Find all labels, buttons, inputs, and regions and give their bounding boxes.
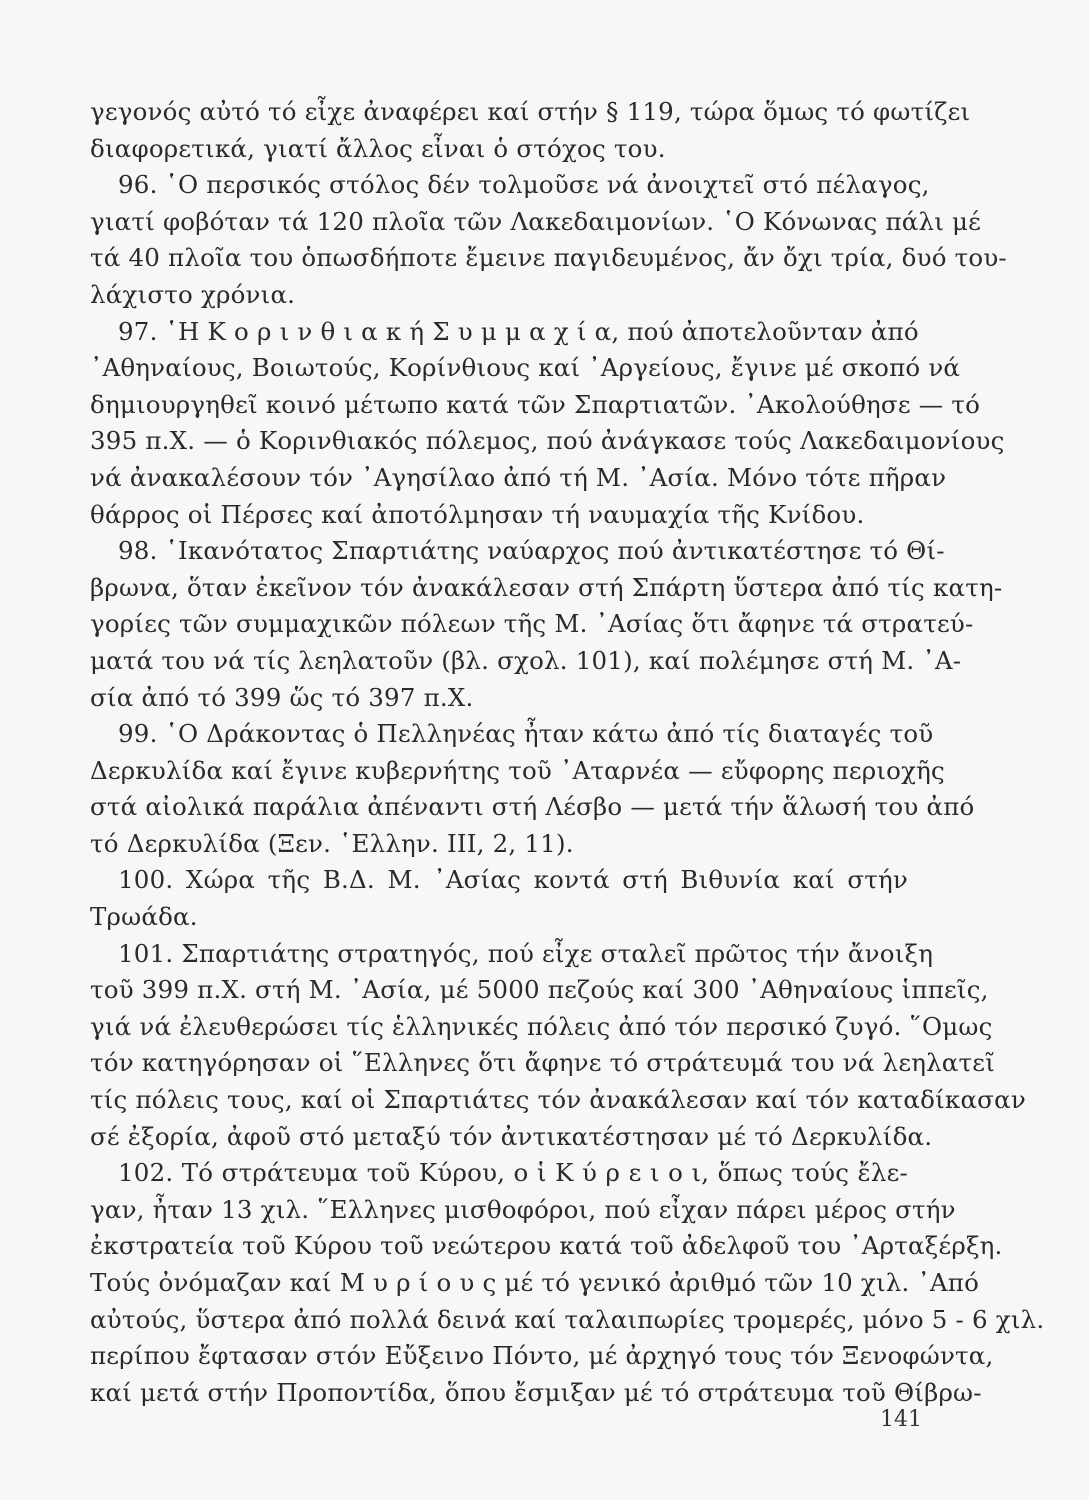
note-102-start: 102. Τό στράτευμα τοῦ Κύρου, ο ἱ Κ ύ ρ ε ι ο ι, ὅπως τούς ἔλε- [118,1158,908,1188]
text-line: ματά του νά τίς λεηλατοῦν (βλ. σχολ. 101), καί πολέμησε στή Μ. ᾿Α- [90,645,962,675]
text-line: σία ἀπό τό 399 ὥς τό 397 π.Χ. [90,682,474,712]
text-line: περίπου ἔφτασαν στόν Εὔξεινο Πόντο, μέ ἀρχηγό τους τόν Ξενοφώντα, [90,1341,994,1371]
note-101-start: 101. Σπαρτιάτης στρατηγός, πού εἶχε σταλεῖ πρῶτος τήν ἄνοιξη [118,938,934,968]
text-line: γιατί φοβόταν τά 120 πλοῖα τῶν Λακεδαιμονίων. ῾Ο Κόνωνας πάλι μέ [90,206,982,236]
text-line: τά 40 πλοῖα του ὁπωσδήποτε ἔμεινε παγιδευμένος, ἄν ὄχι τρία, δυό του- [90,243,1007,273]
text-line: δημιουργηθεῖ κοινό μέτωπο κατά τῶν Σπαρτιατῶν. ᾿Ακολούθησε — τό [90,389,981,419]
text-line: ᾿Αθηναίους, Βοιωτούς, Κορίνθιους καί ᾿Αργείους, ἔγινε μέ σκοπό νά [90,353,961,383]
text-line: γιά νά ἐλευθερώσει τίς ἑλληνικές πόλεις ἀπό τόν περσικό ζυγό. ῞Ομως [90,1011,993,1041]
text-line: διαφορετικά, γιατί ἄλλος εἶναι ὁ στόχος του. [90,133,666,163]
text-line: Δερκυλίδα καί ἔγινε κυβερνήτης τοῦ ᾿Αταρνέα — εὔφορης περιοχῆς [90,755,945,785]
text-line: νά ἀνακαλέσουν τόν ᾿Αγησίλαο ἀπό τή Μ. ᾿Ασία. Μόνο τότε πῆραν [90,462,947,492]
page-number: 141 [880,1407,922,1432]
note-96-start: 96. ῾Ο περσικός στόλος δέν τολμοῦσε νά ἀνοιχτεῖ στό πέλαγος, [118,170,930,200]
text-line: ἐκστρατεία τοῦ Κύρου τοῦ νεώτερου κατά τοῦ ἀδελφοῦ του ᾿Αρταξέρξη. [90,1231,1003,1261]
text-line: τοῦ 399 π.Χ. στή Μ. ᾿Ασία, μέ 5000 πεζούς καί 300 ᾿Αθηναίους ἱππεῖς, [90,975,989,1005]
text-line: γορίες τῶν συμμαχικῶν πόλεων τῆς Μ. ᾿Ασίας ὅτι ἄφηνε τά στρατεύ- [90,609,974,639]
text-line: γεγονός αὐτό τό εἶχε ἀναφέρει καί στήν § 119, τώρα ὅμως τό φωτίζει [90,97,971,126]
text-line: γαν, ἦταν 13 χιλ. ῞Ελληνες μισθοφόροι, πού εἶχαν πάρει μέρος στήν [90,1194,956,1224]
text-line: Τούς ὀνόμαζαν καί Μ υ ρ ί ο υ ς μέ τό γενικό ἀριθμό τῶν 10 χιλ. ᾿Από [90,1268,980,1297]
note-99-start: 99. ῾Ο Δράκοντας ὁ Πελληνέας ἦταν κάτω ἀπό τίς διαταγές τοῦ [118,719,934,749]
note-98-start: 98. ῾Ικανότατος Σπαρτιάτης ναύαρχος πού ἀντικατέστησε τό Θί- [118,536,945,566]
text-line: θάρρος οἱ Πέρσες καί ἀποτόλμησαν τή ναυμαχία τῆς Κνίδου. [90,499,865,529]
text-line: λάχιστο χρόνια. [90,279,296,309]
text-line: 395 π.Χ. — ὁ Κορινθιακός πόλεμος, πού ἀνάγκασε τούς Λακεδαιμονίους [90,426,1005,456]
text-line: τόν κατηγόρησαν οἱ ῞Ελληνες ὅτι ἄφηνε τό στράτευμά του νά λεηλατεῖ [90,1048,996,1078]
text-line: τό Δερκυλίδα (Ξεν. ῾Ελλην. ΙΙΙ, 2, 11). [90,828,574,858]
text-line: καί μετά στήν Προποντίδα, ὅπου ἔσμιξαν μέ τό στράτευμα τοῦ Θίβρω- [90,1377,982,1407]
text-line: βρωνα, ὅταν ἐκεῖνον τόν ἀνακάλεσαν στή Σπάρτη ὕστερα ἀπό τίς κατη- [90,572,1003,602]
text-line: στά αἰολικά παράλια ἀπέναντι στή Λέσβο — μετά τήν ἅλωσή του ἀπό [90,792,975,822]
text-line: Τρωάδα. [90,902,198,932]
text-line: σέ ἐξορία, ἀφοῦ στό μεταξύ τόν ἀντικατέστησαν μέ τό Δερκυλίδα. [90,1121,933,1151]
note-97-start: 97. ῾Η Κ ο ρ ι ν θ ι α κ ή Σ υ μ μ α χ ί α, πού ἀποτελοῦνταν ἀπό [118,316,919,346]
text-line: αὐτούς, ὕστερα ἀπό πολλά δεινά καί ταλαιπωρίες τρομερές, μόνο 5 - 6 χιλ. [90,1304,1045,1334]
text-line: τίς πόλεις τους, καί οἱ Σπαρτιάτες τόν ἀνακάλεσαν καί τόν καταδίκασαν [90,1085,1026,1115]
notes-text [90,94,1045,1411]
note-100-start: 100. Χώρα τῆς Β.Δ. Μ. ᾿Ασίας κοντά στή Βιθυνία καί στήν [118,865,908,895]
